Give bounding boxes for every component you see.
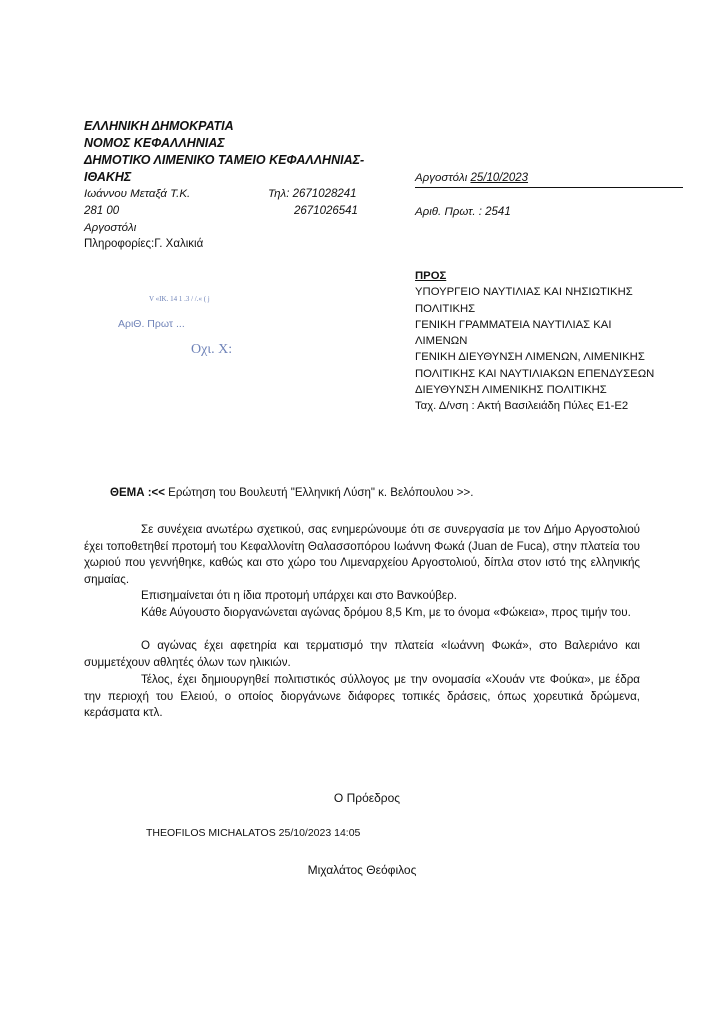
header-country: ΕΛΛΗΝΙΚΗ ΔΗΜΟΚΡΑΤΙΑ [84, 119, 234, 133]
sender-address: Ιωάννου Μεταξά Τ.Κ. [84, 188, 191, 200]
body-paragraph-3: Κάθε Αύγουστο διοργανώνεται αγώνας δρόμου 8,5 Km, με το όνομα «Φώκεια», προς τιμήν του. [141, 606, 631, 619]
body-paragraph-1: Σε συνέχεια ανωτέρω σχετικού, σας ενημερώνουμε ότι σε συνεργασία με τον Δήμο Αργοστολιού έχει τοποθετηθεί προτομή του Κεφαλλονίτη Θαλασσοπόρου Ιωάννη Φωκά (Juan de Fuca), στην πλατεία του χωριού που γεννήθηκε, καθώς και στο χώρο του Λιμεναρχείου Αργοστολιού, δίπλα στον ιστό της ελληνικής σημαίας. [84, 523, 640, 586]
recipient-block [415, 268, 675, 415]
recipient-line: ΔΙΕΥΘΥΝΣΗ ΛΙΜΕΝΙΚΗΣ ΠΟΛΙΤΙΚΗΣ [415, 384, 607, 397]
sender-info: Πληροφορίες:Γ. Χαλικιά [84, 238, 204, 250]
sender-city: Αργοστόλι [84, 222, 137, 234]
document-date [415, 172, 683, 188]
signatory-name: Μιχαλάτος Θεόφιλος [307, 863, 417, 877]
header-organization: ΔΗΜΟΤΙΚΟ ΛΙΜΕΝΙΚΟ ΤΑΜΕΙΟ ΚΕΦΑΛΛΗΝΙΑΣ- [84, 153, 365, 167]
protocol-number: Αριθ. Πρωτ. : 2541 [415, 206, 511, 218]
header-prefecture: ΝΟΜΟΣ ΚΕΦΑΛΛΗΝΙΑΣ [84, 136, 225, 150]
stamp-line-3: Οχι. X: [191, 342, 233, 357]
signature-title: Ο Πρόεδρος [333, 791, 401, 805]
subject-text: Ερώτηση του Βουλευτή "Ελληνική Λύση" κ. Βελόπουλου >>. [164, 487, 474, 499]
sender-phone-1: Τηλ: 2671028241 [268, 188, 357, 200]
sender-postal-code: 281 00 [84, 205, 120, 217]
recipient-line: ΠΟΛΙΤΙΚΗΣ [415, 302, 476, 315]
recipient-line: ΠΟΛΙΤΙΚΗΣ ΚΑΙ ΝΑΥΤΙΛΙΑΚΩΝ ΕΠΕΝΔΥΣΕΩΝ [415, 367, 655, 380]
body-paragraph-4: Ο αγώνας έχει αφετηρία και τερματισμό την πλατεία «Ιωάννη Φωκά», στο Βαλεριάνο και συμμετέχουν αθλητές όλων των ηλικιών. [84, 639, 640, 669]
date-prefix: Αργοστόλι [415, 172, 471, 184]
stamp-line-2: ΑριΘ. Πρωτ ... [118, 318, 185, 330]
recipient-line: Ταχ. Δ/νση : Ακτή Βασιλειάδη Πύλες Ε1-Ε2 [415, 400, 629, 413]
subject-line [110, 487, 473, 499]
stamp-line-1: V «ΙΚ. 14 1 .3 / /.« ( j [149, 295, 210, 303]
date-value: 25/10/2023 [470, 172, 529, 184]
recipient-label: ΠΡΟΣ [415, 270, 447, 282]
subject-label: ΘΕΜΑ :<< [110, 487, 165, 499]
recipient-line: ΓΕΝΙΚΗ ΓΡΑΜΜΑΤΕΙΑ ΝΑΥΤΙΛΙΑΣ ΚΑΙ [415, 318, 612, 331]
sender-phone-2: 2671026541 [294, 205, 358, 217]
header-organization-cont: ΙΘΑΚΗΣ [84, 170, 132, 184]
sender-header [84, 118, 394, 186]
body-paragraph-5: Τέλος, έχει δημιουργηθεί πολιτιστικός σύλλογος με την ονομασία «Χουάν ντε Φούκα», με έδρα την περιοχή του Ελειού, ο οποίος διοργάνωνε διάφορες τοπικές δράσεις, όπως χορευτικά δρώμενα, κεράσματα κτλ. [84, 673, 640, 720]
recipient-line: ΥΠΟΥΡΓΕΙΟ ΝΑΥΤΙΛΙΑΣ ΚΑΙ ΝΗΣΙΩΤΙΚΗΣ [415, 286, 633, 299]
recipient-line: ΓΕΝΙΚΗ ΔΙΕΥΘΥΝΣΗ ΛΙΜΕΝΩΝ, ΛΙΜΕΝΙΚΗΣ [415, 351, 645, 364]
body-paragraph-2: Επισημαίνεται ότι η ίδια προτομή υπάρχει και στο Βανκούβερ. [141, 589, 457, 602]
recipient-line: ΛΙΜΕΝΩΝ [415, 335, 468, 348]
digital-signature: THEOFILOS MICHALATOS 25/10/2023 14:05 [146, 827, 361, 839]
